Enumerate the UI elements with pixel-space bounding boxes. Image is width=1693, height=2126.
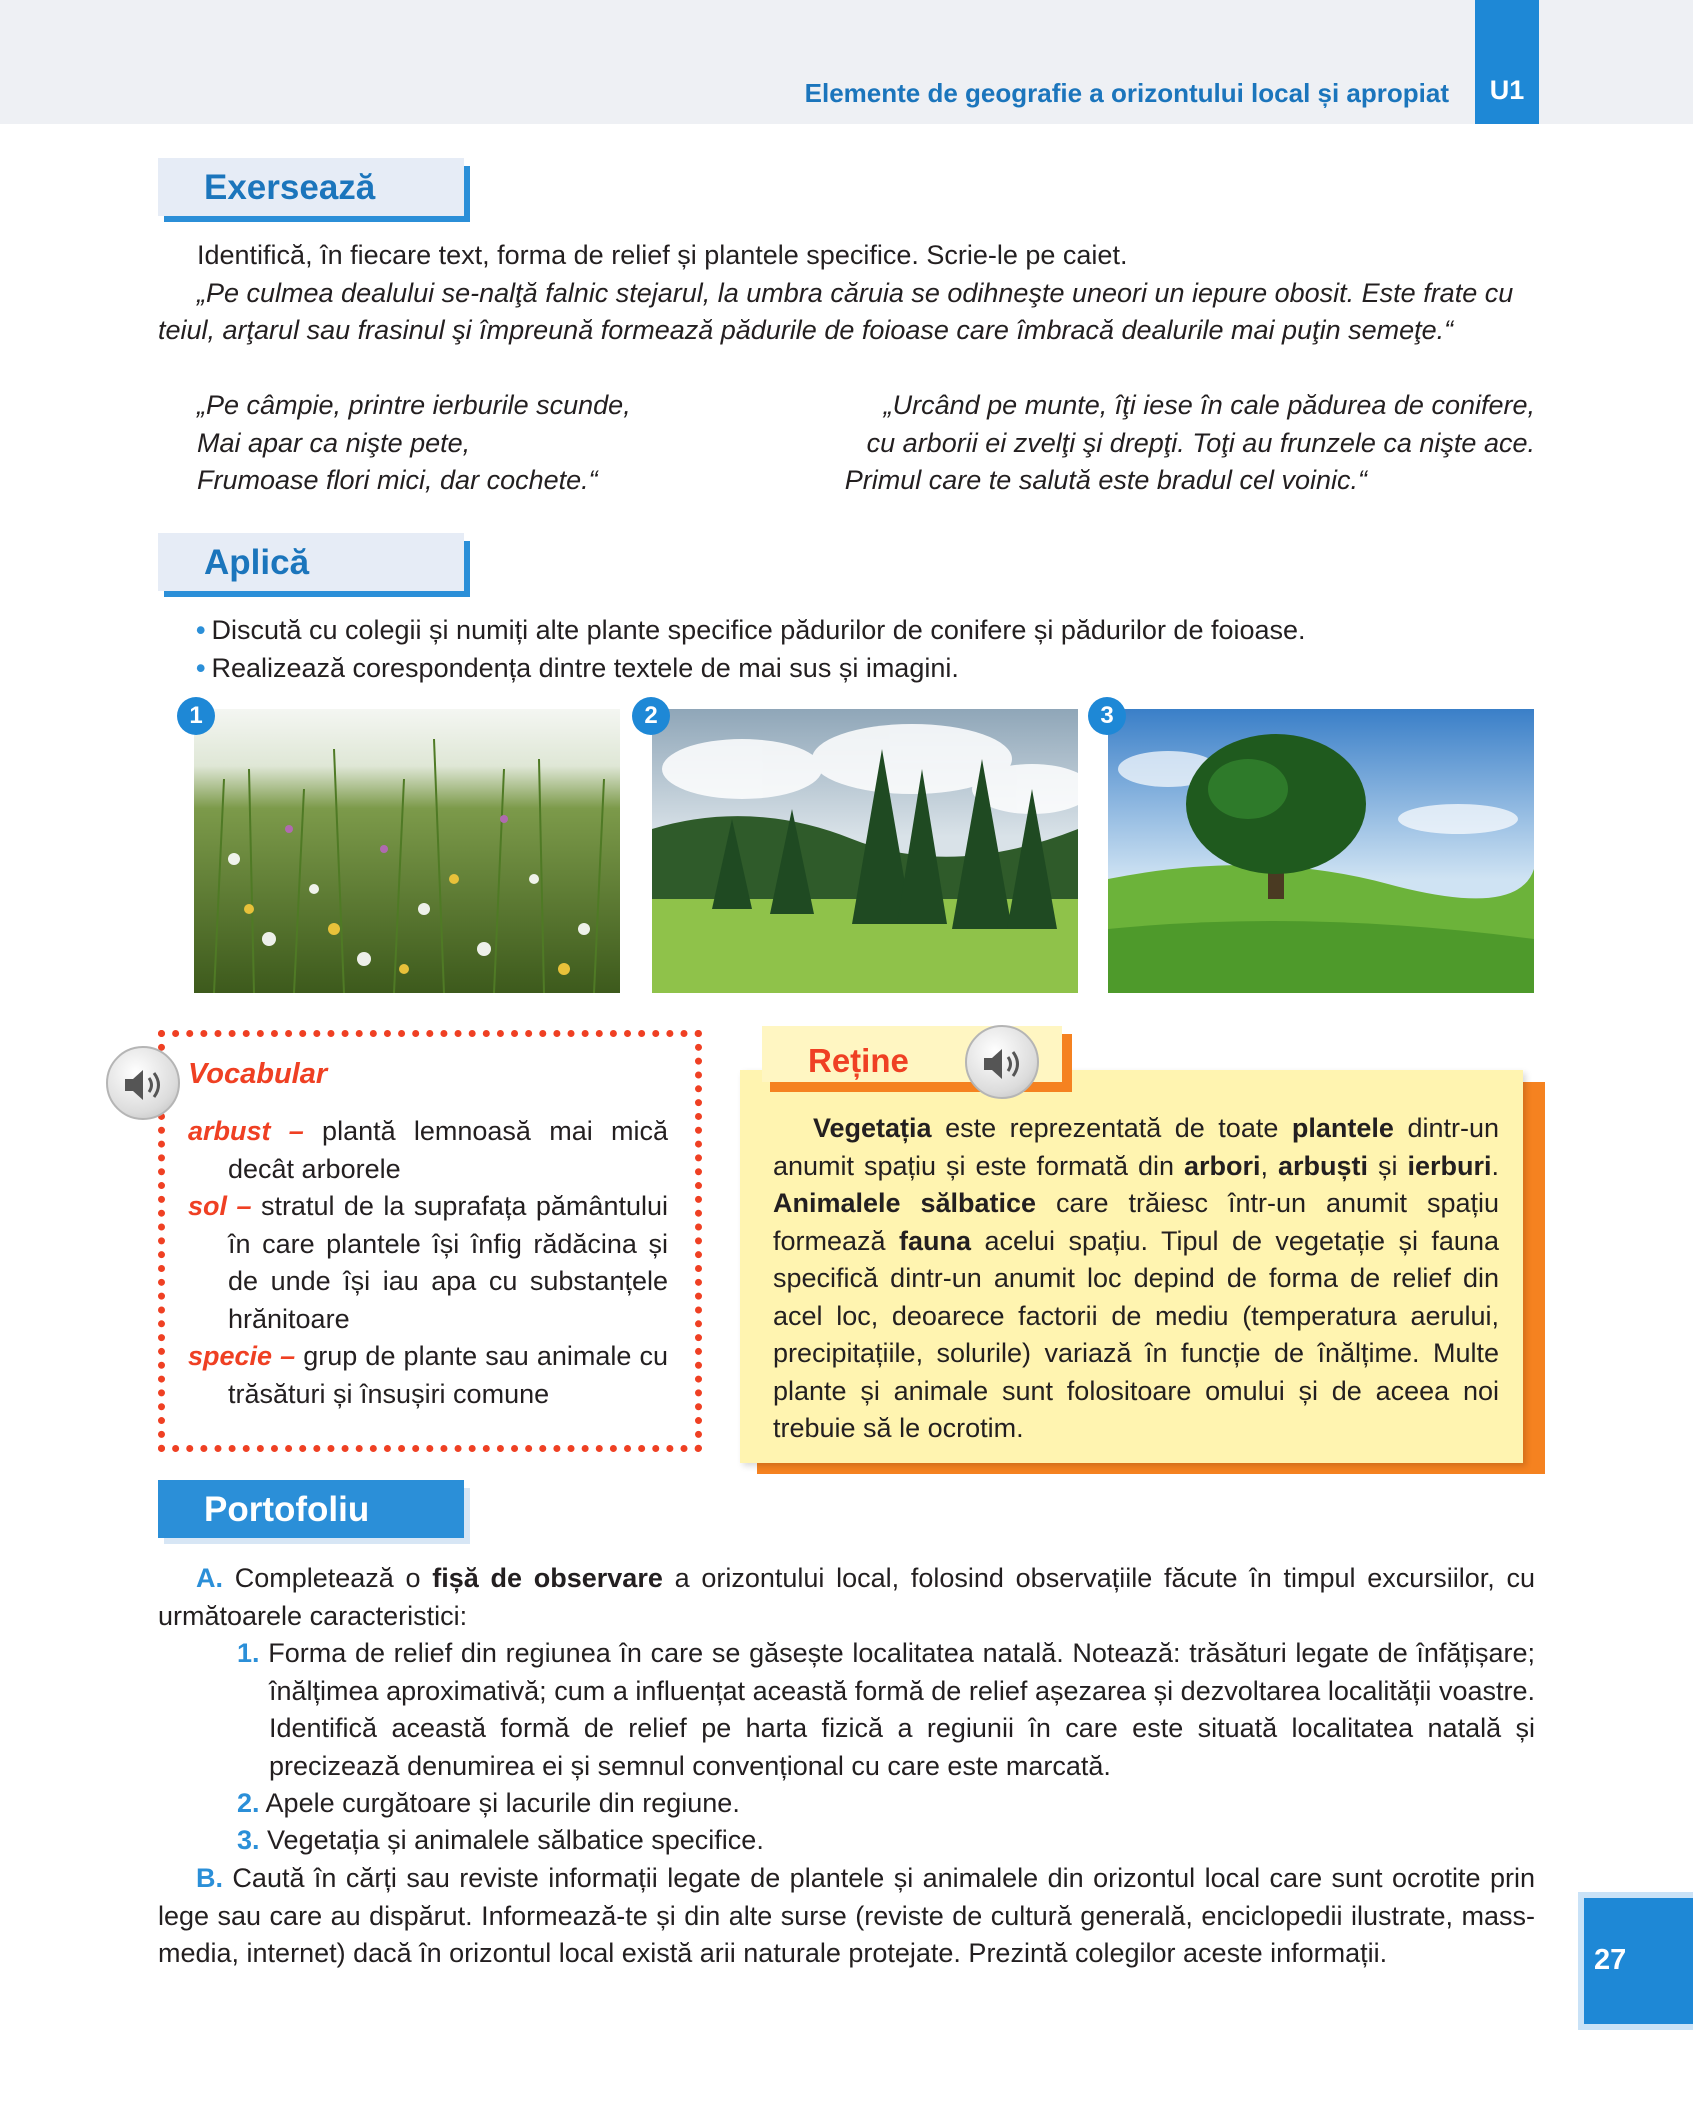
portfolio-subitem: 3. Vegetația și animalele sălbatice specifice.	[237, 1825, 764, 1855]
chapter-title: Elemente de geografie a orizontului local și apropiat	[804, 78, 1449, 108]
photo-oak-tree	[1108, 709, 1534, 993]
photo-meadow	[194, 709, 620, 993]
unit-label: U1	[1489, 75, 1525, 105]
vocabulary-entry: specie – grup de plante sau animale cu trăsături și însușiri comune	[188, 1341, 669, 1409]
poem-line: Frumoase flori mici, dar cochete.“	[197, 465, 598, 495]
page-number: 27	[1594, 1944, 1627, 1976]
speaker-icon	[123, 1065, 167, 1105]
speaker-icon	[982, 1044, 1026, 1084]
section-header-portofoliu	[158, 1480, 464, 1538]
image-number-badge: 3	[1088, 697, 1126, 735]
poem-line: „Pe câmpie, printre ierburile scunde,	[197, 390, 631, 420]
poem-left	[197, 387, 631, 500]
poem-line: Mai apar ca nişte pete,	[197, 427, 471, 458]
vocabulary-entry: sol – stratul de la suprafața pământului în care plantele își înfig rădăcina și de unde își iau apa cu substanțele hrănitoare	[188, 1191, 668, 1334]
image-number-badge: 1	[177, 697, 215, 735]
vocabulary-title: Vocabular	[188, 1058, 328, 1090]
poem-line: cu arborii ei zvelţi şi drepţi. Toţi au frunzele ca nişte ace.	[866, 427, 1535, 458]
bullet-item: • Realizează corespondența dintre textele de mai sus și imagini.	[196, 653, 959, 683]
audio-play-button[interactable]	[965, 1025, 1039, 1099]
portfolio-task-a: A. Completează o fișă de observare a orizontului local, folosind observațiile făcute în timpul excursiilor, cu următoarele caracteristici:	[158, 1563, 1535, 1631]
retine-title: Reține	[808, 1042, 909, 1079]
section-header-aplica	[158, 533, 464, 591]
vocabulary-list	[188, 1113, 668, 1413]
page-number-tab	[1584, 1898, 1693, 2024]
bullet-marker: •	[196, 653, 206, 683]
audio-play-button[interactable]	[106, 1046, 180, 1120]
bullet-item: • Discută cu colegii și numiți alte plante specifice pădurilor de conifere și pădurilor de foioase.	[196, 615, 1306, 645]
section-title: Exersează	[204, 168, 376, 207]
unit-tab	[1475, 0, 1539, 124]
portfolio-subitem: 1. Forma de relief din regiunea în care se găsește localitatea natală. Notează: trăsături legate de înfățișare; înălțimea aproximativă; cum a influențat această formă de relief așezarea și dezvoltarea localității voastre. Identifică această formă de relief pe harta fizică a regiunii în care este situată localitatea natală și precizează denumirea ei și semnul convențional cu care este marcată.	[237, 1638, 1535, 1781]
section-title: Portofoliu	[204, 1490, 370, 1529]
poem-line: „Urcând pe munte, îţi iese în cale pădurea de conifere,	[883, 390, 1535, 420]
section-title: Aplică	[204, 543, 310, 582]
vocabulary-entry: arbust – plantă lemnoasă mai mică decât arborele	[188, 1116, 668, 1184]
image-number-badge: 2	[632, 697, 670, 735]
quote-line: „Pe culmea dealului se-nalţă falnic stejarul, la umbra căruia se odihneşte uneori un iepure obosit. Este frate cu	[197, 278, 1514, 308]
portfolio-task-b: B. Caută în cărți sau reviste informații legate de plantele și animalele din orizontul local care sunt ocrotite prin lege sau care au dispărut. Informează-te și din alte surse (reviste de cultură generală, enciclopedii ilustrate, mass-media, internet) dacă în orizontul local există arii naturale protejate. Prezintă colegilor aceste informații.	[158, 1863, 1535, 1968]
photo-conifers	[652, 709, 1078, 993]
section-header-exerseaza	[158, 158, 464, 216]
quote-line: teiul, arţarul sau frasinul şi împreună formează pădurile de foioase care îmbracă dealurile mai puţin semeţe.“	[158, 315, 1454, 345]
exercise-instruction: Identifică, în fiecare text, forma de relief și plantele specifice. Scrie-le pe caiet.	[197, 240, 1128, 270]
retine-text: Vegetația este reprezentată de toate plantele dintr-un anumit spațiu și este formată din arbori, arbuști și ierburi. Animalele sălbatice care trăiesc într-un anumit spațiu formează fauna acelui spațiu. Tipul de vegetație și fauna specifică dintr-un anumit loc depind de forma de relief din acel loc, deoarece factorii de mediu (temperatura aerului, precipitațiile, solurile) variază în funcție de înălțime. Multe plante și animale sunt folositoare omului și de aceea noi trebuie să le ocrotim.	[773, 1113, 1499, 1443]
portfolio-subitem: 2. Apele curgătoare și lacurile din regiune.	[237, 1788, 740, 1818]
bullet-marker: •	[196, 615, 206, 645]
poem-right	[845, 387, 1535, 500]
poem-line: Primul care te salută este bradul cel voinic.“	[844, 465, 1367, 495]
